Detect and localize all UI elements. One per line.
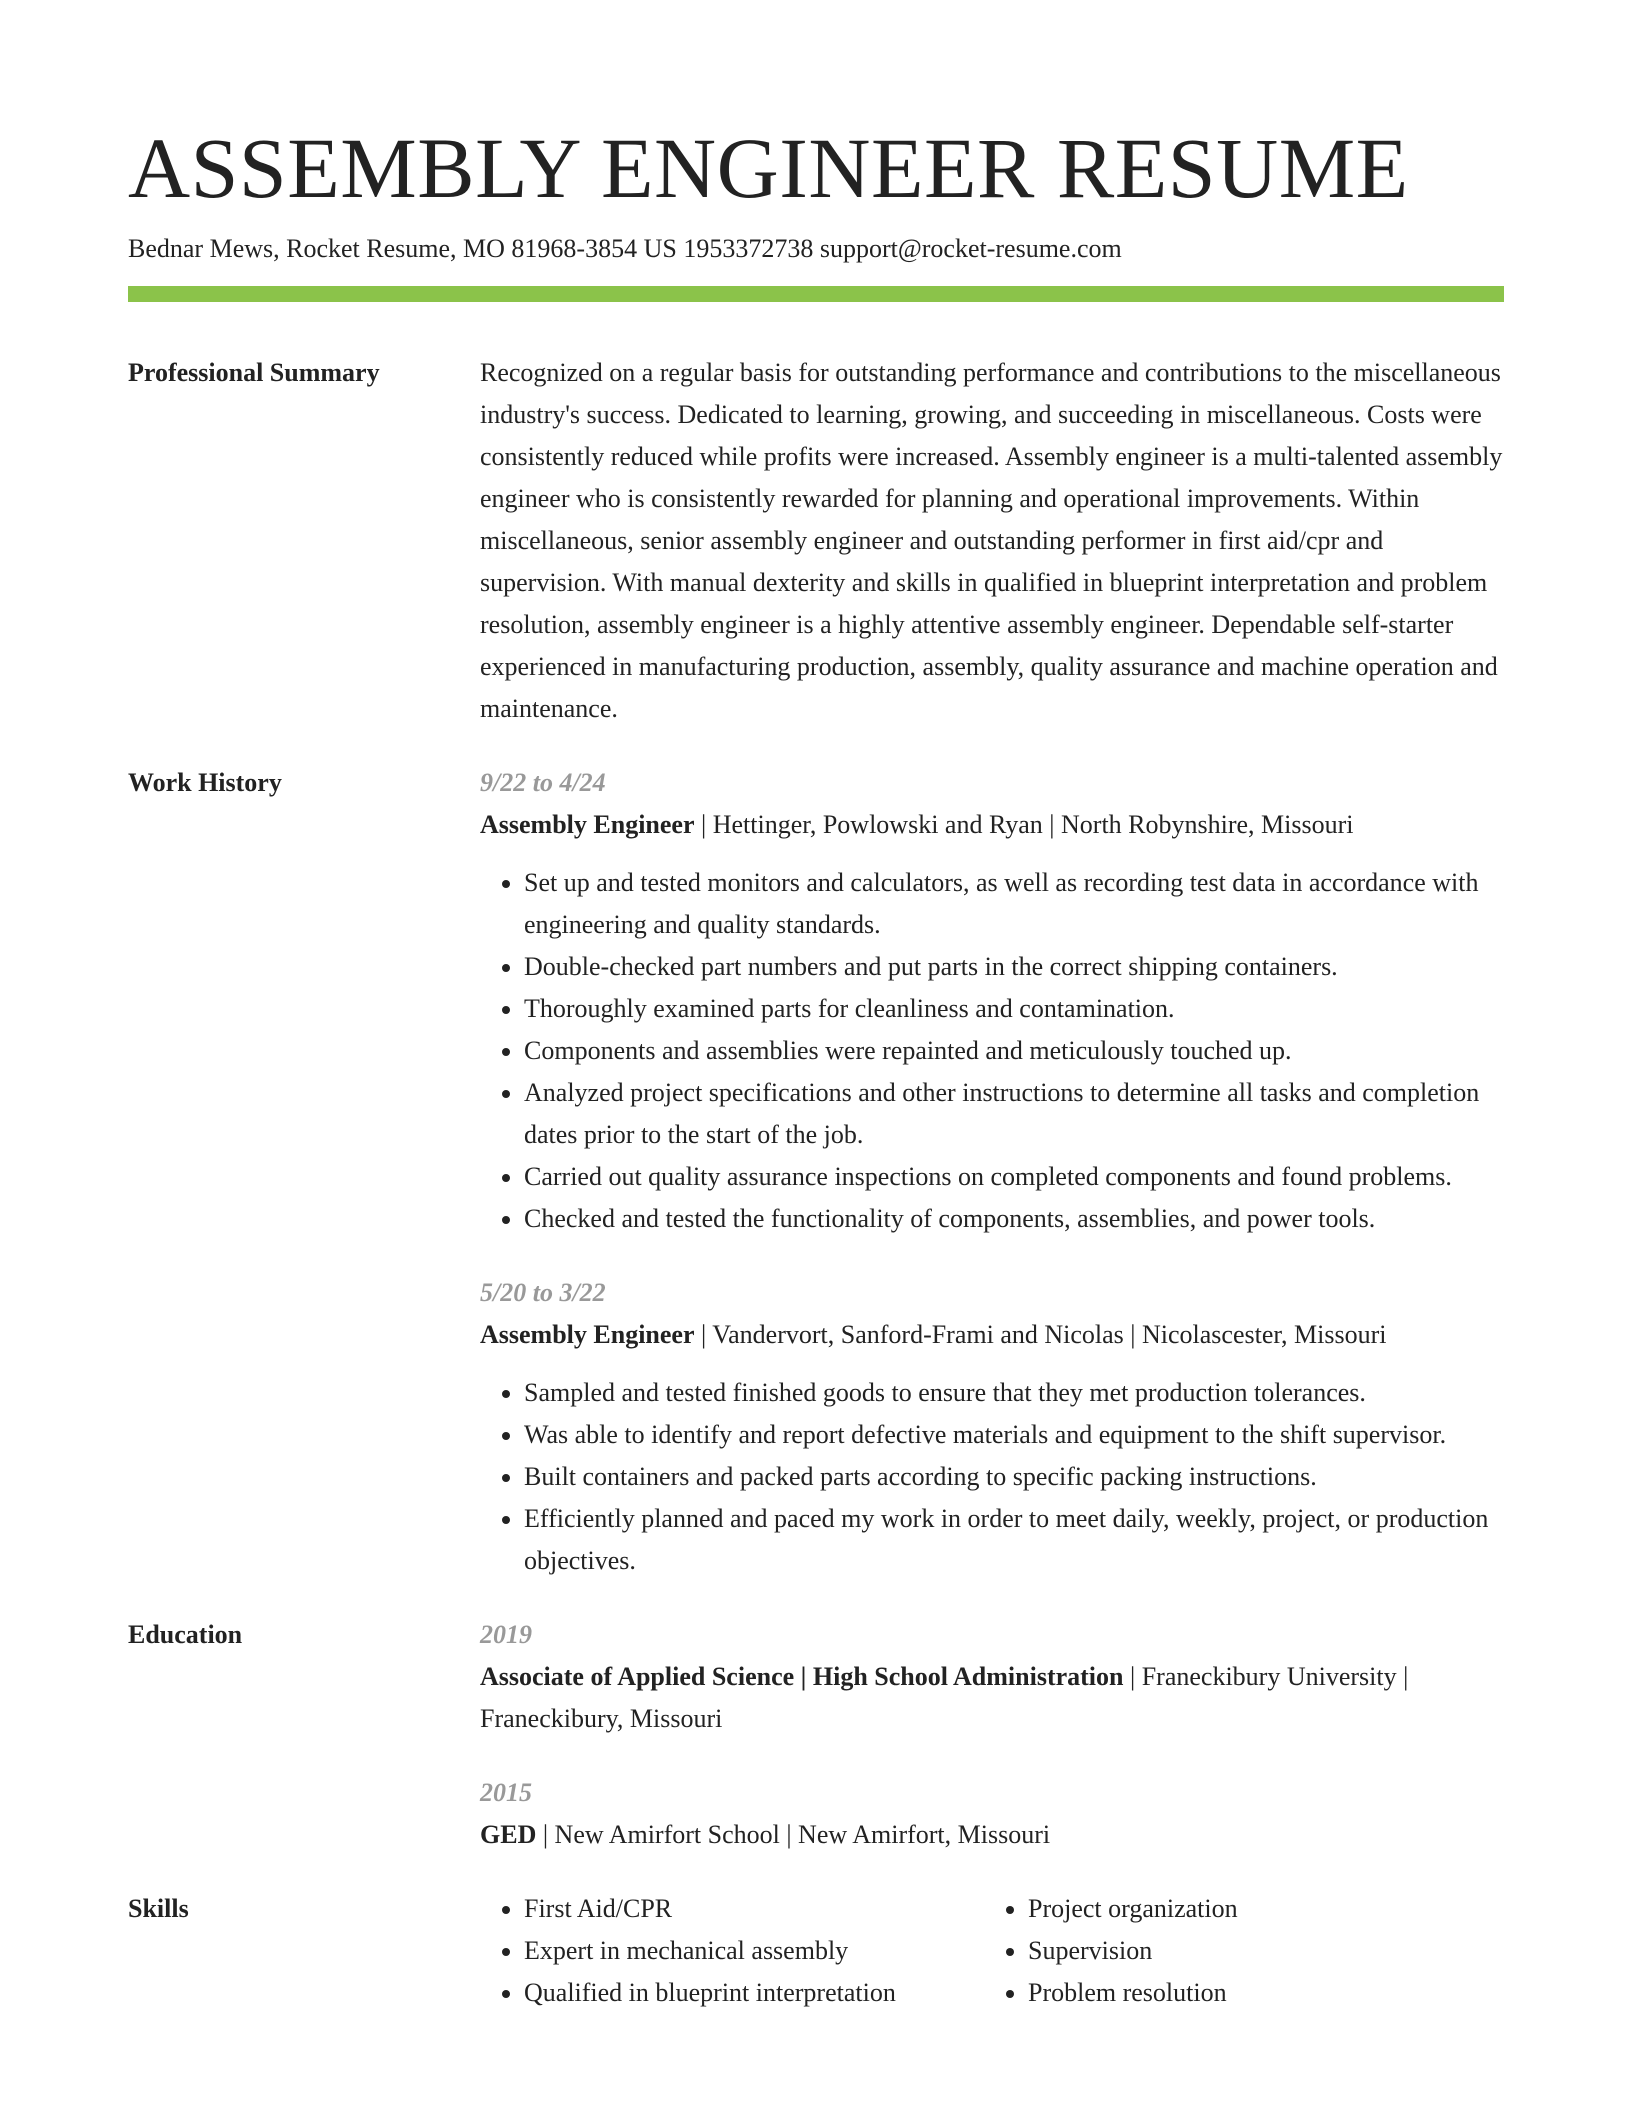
section-label-education: Education xyxy=(128,1620,243,1649)
job-dates: 5/20 to 3/22 xyxy=(480,1278,606,1307)
section-label-summary: Professional Summary xyxy=(128,358,380,387)
job-role-line xyxy=(480,1314,1504,1356)
job-entry xyxy=(480,762,1504,1240)
job-bullet: • Was able to identify and report defective materials and equipment to the shift supervisor. xyxy=(524,1414,1504,1456)
job-details: | Vandervort, Sanford-Frami and Nicolas | Nicolascester, Missouri xyxy=(694,1320,1387,1349)
skill-item: • First Aid/CPR xyxy=(524,1888,984,1930)
skill-item: • Supervision xyxy=(1028,1930,1488,1972)
education-entry xyxy=(480,1772,1504,1856)
education-degree: Associate of Applied Science | High School Administration xyxy=(480,1662,1124,1691)
skills-column-left xyxy=(480,1888,984,2014)
header-divider xyxy=(128,286,1504,302)
job-role-line xyxy=(480,804,1504,846)
contact-line: Bednar Mews, Rocket Resume, MO 81968-3854 US 1953372738 support@rocket-resume.com xyxy=(128,234,1122,263)
job-bullet: • Analyzed project specifications and other instructions to determine all tasks and completion dates prior to the start of the job. xyxy=(524,1072,1504,1156)
section-label-skills: Skills xyxy=(128,1894,189,1923)
skills-section xyxy=(128,1888,1504,2014)
education-line xyxy=(480,1656,1504,1740)
education-details: | Franeckibury University | Franeckibury, Missouri xyxy=(480,1662,1409,1733)
job-bullets xyxy=(480,862,1504,1240)
education-degree: GED xyxy=(480,1820,537,1849)
education-body xyxy=(480,1614,1504,1856)
job-entry xyxy=(480,1272,1504,1582)
education-entry xyxy=(480,1614,1504,1740)
education-year: 2019 xyxy=(480,1620,532,1649)
skill-item: • Qualified in blueprint interpretation xyxy=(524,1972,984,2014)
education-section xyxy=(128,1614,1504,1856)
job-bullet: • Checked and tested the functionality of components, assemblies, and power tools. xyxy=(524,1198,1504,1240)
job-dates: 9/22 to 4/24 xyxy=(480,768,606,797)
education-year: 2015 xyxy=(480,1778,532,1807)
work-history-section xyxy=(128,762,1504,1582)
resume-page xyxy=(128,118,1504,2014)
job-bullet: • Thoroughly examined parts for cleanliness and contamination. xyxy=(524,988,1504,1030)
job-bullet: • Set up and tested monitors and calculators, as well as recording test data in accordance with engineering and quality standards. xyxy=(524,862,1504,946)
page-title: ASSEMBLY ENGINEER RESUME xyxy=(128,120,1409,216)
skill-item: • Project organization xyxy=(1028,1888,1488,1930)
job-bullets xyxy=(480,1372,1504,1582)
skill-item: • Expert in mechanical assembly xyxy=(524,1930,984,1972)
skills-column-right xyxy=(984,1888,1488,2014)
job-title: Assembly Engineer xyxy=(480,810,695,839)
skills-body xyxy=(480,1888,1504,2014)
job-bullet: • Efficiently planned and paced my work in order to meet daily, weekly, project, or production objectives. xyxy=(524,1498,1504,1582)
job-bullet: • Sampled and tested finished goods to ensure that they met production tolerances. xyxy=(524,1372,1504,1414)
section-label-work-history: Work History xyxy=(128,768,282,797)
education-details: | New Amirfort School | New Amirfort, Missouri xyxy=(536,1820,1051,1849)
job-bullet: • Carried out quality assurance inspections on completed components and found problems. xyxy=(524,1156,1504,1198)
summary-section xyxy=(128,352,1504,730)
education-line xyxy=(480,1814,1504,1856)
job-title: Assembly Engineer xyxy=(480,1320,695,1349)
work-history-body xyxy=(480,762,1504,1582)
job-bullet: • Double-checked part numbers and put parts in the correct shipping containers. xyxy=(524,946,1504,988)
summary-text: Recognized on a regular basis for outstanding performance and contributions to the miscellaneous industry's success. Dedicated to learning, growing, and succeeding in miscellaneous. Costs were consistently reduced while profits were increased. Assembly engineer is a multi-talented assembly engineer who is consistently rewarded for planning and operational improvements. Within miscellaneous, senior assembly engineer and outstanding performer in first aid/cpr and supervision. With manual dexterity and skills in qualified in blueprint interpretation and problem resolution, assembly engineer is a highly attentive assembly engineer. Dependable self-starter experienced in manufacturing production, assembly, quality assurance and machine operation and maintenance. xyxy=(480,358,1503,723)
job-details: | Hettinger, Powlowski and Ryan | North Robynshire, Missouri xyxy=(694,810,1354,839)
job-bullet: • Built containers and packed parts according to specific packing instructions. xyxy=(524,1456,1504,1498)
skill-item: • Problem resolution xyxy=(1028,1972,1488,2014)
skills-grid xyxy=(480,1888,1504,2014)
job-bullet: • Components and assemblies were repainted and meticulously touched up. xyxy=(524,1030,1504,1072)
